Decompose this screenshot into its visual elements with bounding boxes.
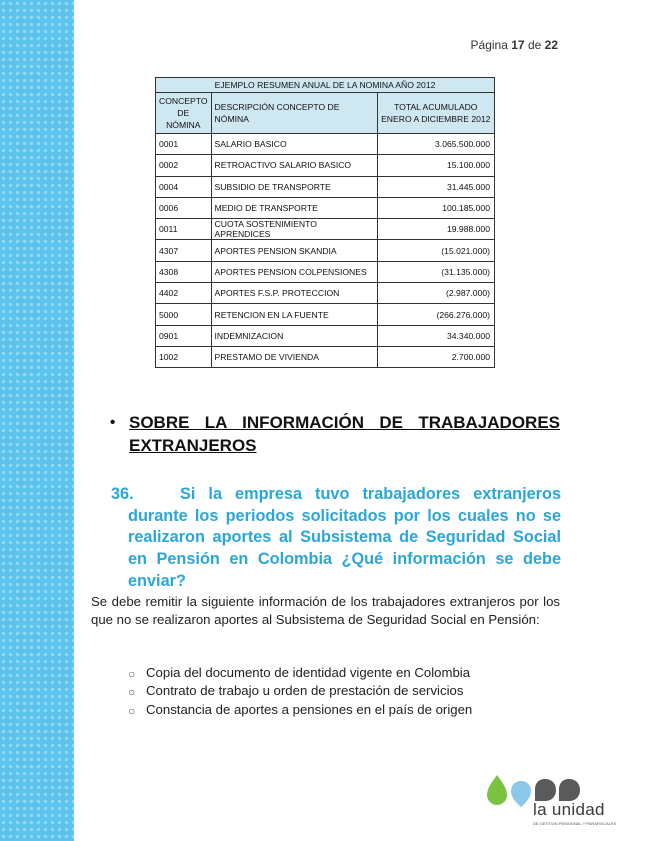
list-item: ○ Copia del documento de identidad vigente en Colombia [128,664,472,682]
table-row [156,325,495,346]
table-row [156,240,495,261]
decorative-sidebar [0,0,74,841]
page-number: Página 17 de 22 [470,38,558,52]
row-amount: 34.340.000 [377,325,494,346]
row-code: 0002 [156,155,212,176]
row-description: CUOTA SOSTENIMIENTO APRENDICES [211,219,377,240]
table-row [156,197,495,218]
row-code: 4402 [156,283,212,304]
row-amount: (266.276.000) [377,304,494,325]
row-amount: 15.100.000 [377,155,494,176]
row-code: 0006 [156,197,212,218]
row-code: 4307 [156,240,212,261]
list-item: ○ Contrato de trabajo u orden de prestación de servicios [128,682,472,700]
row-description: MEDIO DE TRANSPORTE [211,197,377,218]
section-heading-line2: EXTRANJEROS [129,436,257,455]
row-code: 0004 [156,176,212,197]
section-heading [110,411,560,457]
row-code: 4308 [156,261,212,282]
answer-paragraph: Se debe remitir la siguiente información de los trabajadores extranjeros por los que no se realizaron aportes al Subsistema de Seguridad Social en Pensión: [91,594,560,628]
list-item: ○ Constancia de aportes a pensiones en el país de origen [128,701,472,719]
row-code: 5000 [156,304,212,325]
row-code: 0011 [156,219,212,240]
required-documents-list [128,664,472,719]
row-description: APORTES F.S.P. PROTECCION [211,283,377,304]
question-36 [111,484,561,593]
payroll-summary-table [155,77,495,368]
column-header-total: TOTAL ACUMULADO ENERO A DICIEMBRE 2012 [377,93,494,134]
row-code: 1002 [156,346,212,367]
row-description: PRESTAMO DE VIVIENDA [211,346,377,367]
table-row [156,304,495,325]
logo-tagline: DE GESTION PENSIONAL Y PARAFISCALES [533,821,617,826]
circle-bullet-icon: ○ [128,703,136,718]
row-amount: 3.065.500.000 [377,134,494,155]
table-row [156,261,495,282]
section-heading-line1: SOBRE LA INFORMACIÓN DE TRABAJADORES [129,413,560,432]
table-title: EJEMPLO RESUMEN ANUAL DE LA NOMINA AÑO 2012 [156,78,495,93]
table-row [156,134,495,155]
row-description: SALARIO BASICO [211,134,377,155]
logo-blue-drop [511,781,531,807]
table-row [156,219,495,240]
table-row [156,283,495,304]
bullet-icon: • [110,414,116,431]
row-description: INDEMNIZACION [211,325,377,346]
column-header-code: CONCEPTO DE NÓMINA [156,93,212,134]
row-description: APORTES PENSION COLPENSIONES [211,261,377,282]
table-row [156,346,495,367]
circle-bullet-icon: ○ [128,685,136,700]
row-amount: 100.185.000 [377,197,494,218]
table-row [156,155,495,176]
row-description: RETROACTIVO SALARIO BASICO [211,155,377,176]
row-amount: (2.987.000) [377,283,494,304]
question-text: Si la empresa tuvo trabajadores extranjeros durante los periodos solicitados por los cuales no se realizaron aportes al Subsistema de Seguridad Social en Pensión en Colombia ¿Qué información se debe enviar? [128,485,561,590]
logo-gray-drop-1 [535,779,556,801]
circle-bullet-icon: ○ [128,667,136,681]
row-description: APORTES PENSION SKANDIA [211,240,377,261]
row-amount: 19.988.000 [377,219,494,240]
row-amount: (15.021.000) [377,240,494,261]
logo-gray-drop-2 [559,779,580,801]
logo-green-drop [487,775,507,805]
row-amount: 31.445.000 [377,176,494,197]
row-code: 0001 [156,134,212,155]
row-description: RETENCION EN LA FUENTE [211,304,377,325]
column-header-description: DESCRIPCIÓN CONCEPTO DE NÓMINA [211,93,377,134]
row-description: SUBSIDIO DE TRANSPORTE [211,176,377,197]
table-row [156,176,495,197]
row-amount: 2.700.000 [377,346,494,367]
question-number: 36. [111,485,134,503]
logo-wordmark: la unidad [533,800,605,819]
row-code: 0901 [156,325,212,346]
row-amount: (31.135.000) [377,261,494,282]
